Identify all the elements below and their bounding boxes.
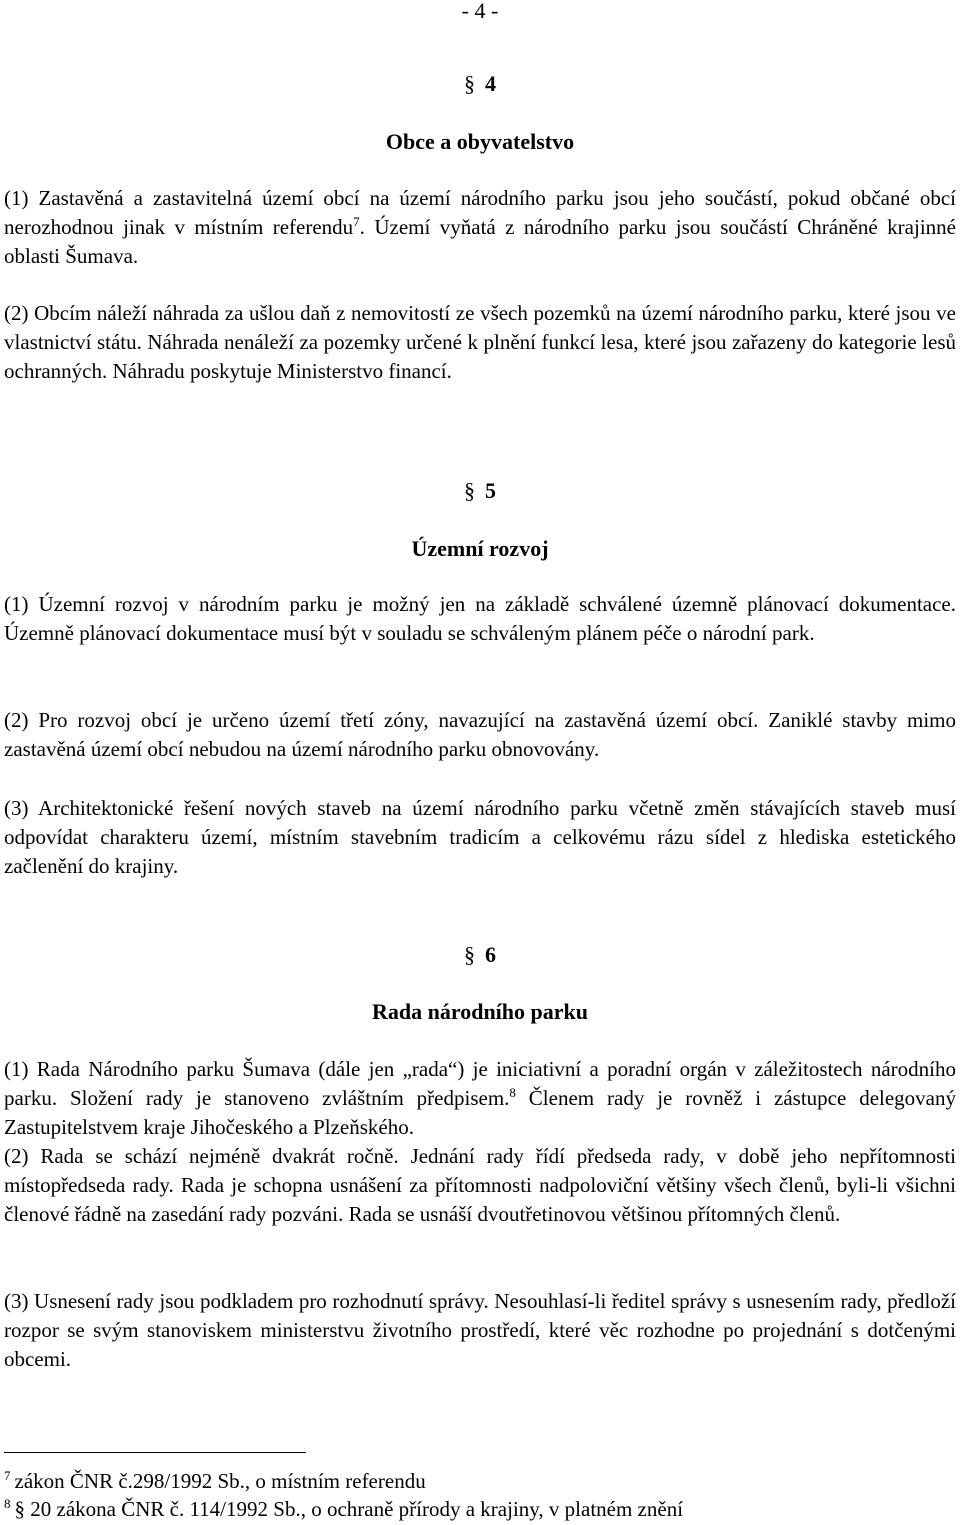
footnote-mark: 8 <box>4 1496 11 1511</box>
footnote-7 <box>4 1468 944 1494</box>
section-number: 5 <box>485 478 496 503</box>
section-4-heading <box>0 70 960 98</box>
section-symbol: § <box>464 942 475 967</box>
section-5-heading <box>0 477 960 505</box>
section-5-paragraph-1: (1) Územní rozvoj v národním parku je možný jen na základě schválené územně plánovací dokumentace. Územně plánovací dokumentace musí být v souladu se schváleným plánem péče o národní park. <box>4 592 956 645</box>
footnote-text: § 20 zákona ČNR č. 114/1992 Sb., o ochraně přírody a krajiny, v platném znění <box>14 1497 684 1521</box>
section-6-heading <box>0 941 960 969</box>
section-4-paragraph-1: (1) Zastavěná a zastavitelná území obcí na území národního parku jsou jeho součástí, pokud občané obcí nerozhodnou jinak v místním referendu$^7$. Území vyňatá z národního parku jsou součástí Chráněné krajinné oblasti Šumava. <box>4 186 956 268</box>
section-symbol: § <box>464 71 475 96</box>
section-4-title: Obce a obyvatelstvo <box>385 129 575 154</box>
footnote-ref-7: 7 <box>353 214 360 229</box>
section-number: 4 <box>485 71 496 96</box>
footnote-ref-8: 8 <box>509 1085 516 1100</box>
section-symbol: § <box>464 478 475 503</box>
section-6-paragraph-3: (3) Usnesení rady jsou podkladem pro rozhodnutí správy. Nesouhlasí-li ředitel správy s usnesením rady, předloží rozpor se svým stanoviskem ministerstvu životního prostředí, které věc rozhodne po projednání s dotčenými obcemi. <box>4 1289 956 1371</box>
footnote-mark: 7 <box>4 1468 11 1483</box>
section-6-title: Rada národního parku <box>371 999 588 1024</box>
section-6-paragraph-1: (1) Rada Národního parku Šumava (dále jen „rada“) je iniciativní a poradní orgán v záležitostech národního parku. Složení rady je stanoveno zvláštním předpisem.$^8$ Členem rady je rovněž i zástupce delegovaný Zastupitelstvem kraje Jihočeského a Plzeňského. <box>4 1057 956 1139</box>
section-number: 6 <box>485 942 496 967</box>
section-4-paragraph-2: (2) Obcím náleží náhrada za ušlou daň z nemovitostí ze všech pozemků na území národního parku, které jsou ve vlastnictví státu. Náhrada nenáleží za pozemky určené k plnění funkcí lesa, které jsou zařazeny do kategorie lesů ochranných. Náhradu poskytuje Ministerstvo financí. <box>4 301 956 383</box>
section-5-paragraph-2: (2) Pro rozvoj obcí je určeno území třetí zóny, navazující na zastavěná území obcí. Zaniklé stavby mimo zastavěná území obcí nebudou na území národního parku obnovovány. <box>4 708 956 761</box>
footnote-text: zákon ČNR č.298/1992 Sb., o místním referendu <box>14 1469 426 1493</box>
section-5-title: Územní rozvoj <box>411 536 549 561</box>
footnote-separator <box>4 1452 306 1453</box>
section-5-paragraph-3: (3) Architektonické řešení nových staveb na území národního parku včetně změn stávajících staveb musí odpovídat charakteru území, místním stavebním tradicím a celkovému rázu sídel z hlediska estetického začlenění do krajiny. <box>4 796 956 878</box>
section-6-paragraph-2: (2) Rada se schází nejméně dvakrát ročně. Jednání rady řídí předseda rady, v době jeho nepřítomnosti místopředseda rady. Rada je schopna usnášení za přítomnosti nadpoloviční většiny všech členů, byli-li všichni členové řádně na zasedání rady pozváni. Rada se usnáší dvoutřetinovou většinou přítomných členů. <box>4 1144 956 1226</box>
footnote-8 <box>4 1496 944 1522</box>
page-number: - 4 - <box>461 0 499 23</box>
